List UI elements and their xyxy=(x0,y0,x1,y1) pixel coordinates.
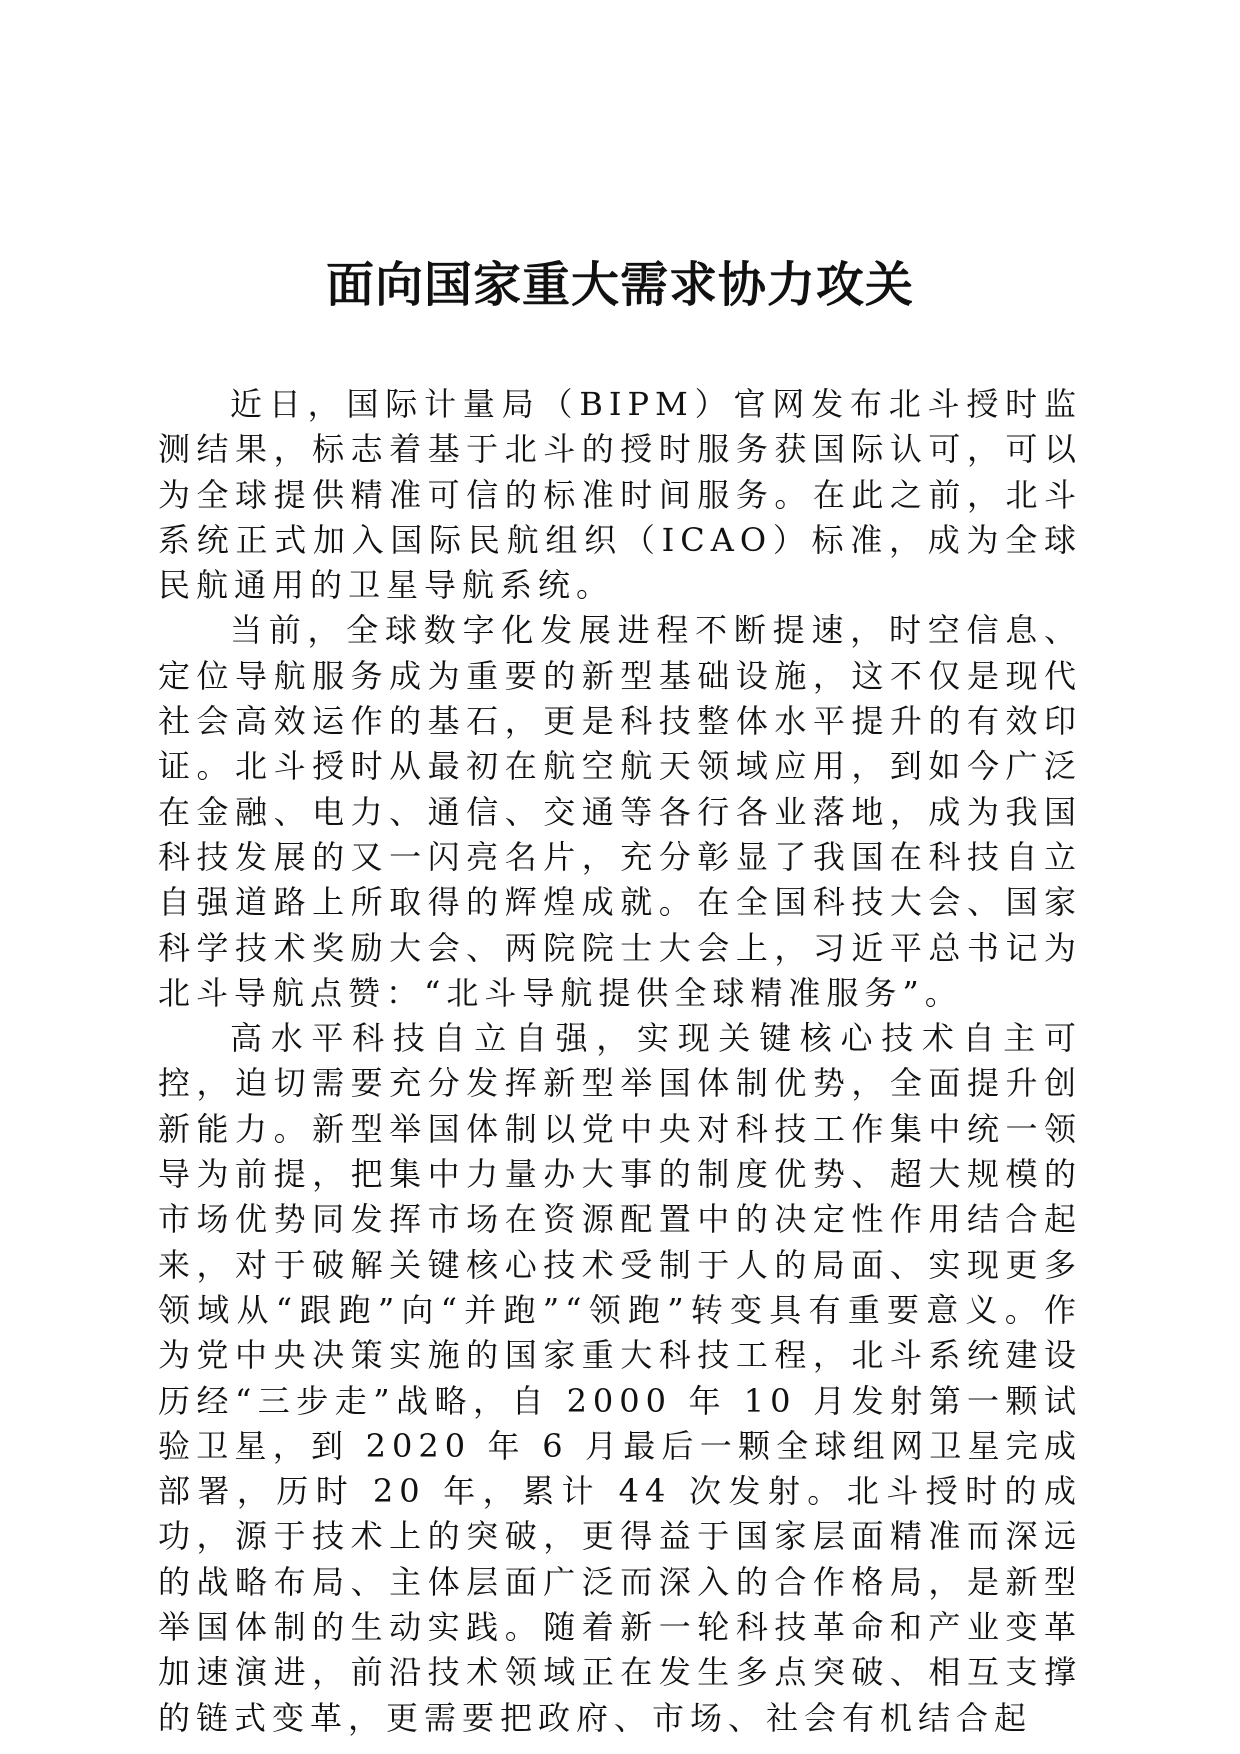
body-paragraph: 当前，全球数字化发展进程不断提速，时空信息、定位导航服务成为重要的新型基础设施，这不仅是现代社会高效运作的基石，更是科技整体水平提升的有效印证。北斗授时从最初在航空航天领域应用，到如今广泛在金融、电力、通信、交通等各行各业落地，成为我国科技发展的又一闪亮名片，充分彰显了我国在科技自立自强道路上所取得的辉煌成就。在全国科技大会、国家科学技术奖励大会、两院院士大会上，习近平总书记为北斗导航点赞：“北斗导航提供全球精准服务”。 xyxy=(158,611,1082,1012)
document-body xyxy=(158,382,1082,1741)
body-paragraph: 近日，国际计量局（BIPM）官网发布北斗授时监测结果，标志着基于北斗的授时服务获国际认可，可以为全球提供精准可信的标准时间服务。在此之前，北斗系统正式加入国际民航组织（ICAO）标准，成为全球民航通用的卫星导航系统。 xyxy=(158,385,1082,605)
body-paragraph: 高水平科技自立自强，实现关键核心技术自主可控，迫切需要充分发挥新型举国体制优势，全面提升创新能力。新型举国体制以党中央对科技工作集中统一领导为前提，把集中力量办大事的制度优势、超大规模的市场优势同发挥市场在资源配置中的决定性作用结合起来，对于破解关键核心技术受制于人的局面、实现更多领域从“跟跑”向“并跑”“领跑”转变具有重要意义。作为党中央决策实施的国家重大科技工程，北斗系统建设历经“三步走”战略，自 2000 年 10 月发射第一颗试验卫星，到 2020 年 6 月最后一颗全球组网卫星完成部署，历时 20 年，累计 44 次发射。北斗授时的成功，源于技术上的突破，更得益于国家层面精准而深远的战略布局、主体层面广泛而深入的合作格局，是新型举国体制的生动实践。随着新一轮科技革命和产业变革加速演进，前沿技术领域正在发生多点突破、相互支撑的链式变革，更需要把政府、市场、社会有机结合起 xyxy=(158,1019,1082,1737)
document-title: 面向国家重大需求协力攻关 xyxy=(325,257,914,313)
